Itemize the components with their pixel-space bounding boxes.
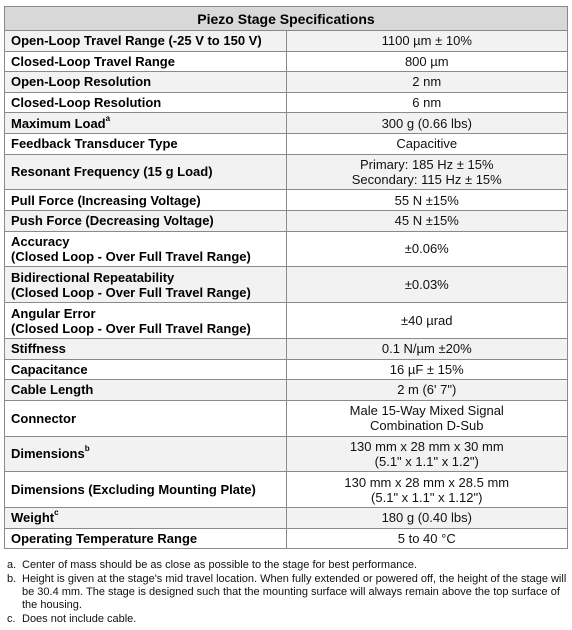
footnote bbox=[6, 613, 568, 626]
parameter-cell bbox=[5, 133, 287, 154]
value-text: 5 to 40 °C bbox=[397, 531, 456, 546]
footnote-letter: a. bbox=[7, 559, 17, 572]
value-text: 1100 µm ± 10% bbox=[381, 33, 472, 49]
value-text: 130 mm x 28 mm x 28.5 mm bbox=[344, 474, 510, 490]
parameter-label: Weight$^c$ bbox=[11, 508, 59, 526]
value-text: 6 nm bbox=[412, 95, 442, 111]
footnote-marker: a bbox=[105, 113, 111, 123]
table-row bbox=[5, 133, 568, 154]
value-cell bbox=[286, 359, 568, 380]
value-text: (5.1" x 1.1" x 1.2") bbox=[374, 453, 479, 469]
value-cell bbox=[286, 31, 568, 52]
value-cell bbox=[286, 436, 568, 472]
value-text: 55 N ±15% bbox=[394, 192, 459, 208]
value-cell bbox=[286, 92, 568, 113]
parameter-cell bbox=[5, 190, 287, 211]
parameter-cell bbox=[5, 210, 287, 231]
value-cell bbox=[286, 400, 568, 436]
parameter-label: Connector bbox=[11, 410, 76, 426]
footnote-marker: b bbox=[84, 444, 90, 454]
parameter-label: Dimensions$^b$ bbox=[11, 444, 90, 462]
value-cell bbox=[286, 51, 568, 72]
value-cell bbox=[286, 338, 568, 359]
value-text: Secondary: 115 Hz ± 15% bbox=[351, 171, 502, 187]
footnote-letter: b. bbox=[7, 573, 17, 586]
table-row bbox=[5, 210, 568, 231]
parameter-label: (Closed Loop - Over Full Travel Range) bbox=[11, 320, 251, 336]
table-row bbox=[5, 154, 568, 190]
parameter-cell bbox=[5, 267, 287, 303]
parameter-cell bbox=[5, 154, 287, 190]
table-row bbox=[5, 508, 568, 529]
parameter-label: Closed-Loop Resolution bbox=[11, 95, 162, 111]
parameter-cell bbox=[5, 72, 287, 93]
table-row bbox=[5, 528, 568, 549]
table-row bbox=[5, 303, 568, 339]
value-cell bbox=[286, 72, 568, 93]
parameter-label: Capacitance bbox=[11, 361, 88, 377]
value-text: 180 g (0.40 lbs) bbox=[381, 510, 472, 526]
table-row bbox=[5, 400, 568, 436]
parameter-cell bbox=[5, 31, 287, 52]
table-row bbox=[5, 92, 568, 113]
table-row bbox=[5, 472, 568, 508]
value-text: ±0.06% bbox=[404, 241, 449, 257]
parameter-label: Feedback Transducer Type bbox=[11, 136, 178, 152]
value-text: Capacitive bbox=[396, 136, 458, 152]
footnotes bbox=[4, 559, 568, 626]
value-cell bbox=[286, 472, 568, 508]
table-row bbox=[5, 190, 568, 211]
value-text: 0.1 N/µm ±20% bbox=[381, 341, 472, 357]
value-text: 45 N ±15% bbox=[394, 213, 459, 229]
footnote-letter: c. bbox=[7, 613, 16, 626]
parameter-label: Open-Loop Travel Range (-25 V to 150 V) bbox=[11, 33, 262, 49]
parameter-label: Operating Temperature Range bbox=[11, 531, 198, 546]
value-cell bbox=[286, 380, 568, 401]
footnote-marker: c bbox=[54, 508, 59, 518]
value-text: ±0.03% bbox=[404, 277, 449, 293]
footnote bbox=[6, 573, 568, 612]
table-row bbox=[5, 380, 568, 401]
parameter-label: Pull Force (Increasing Voltage) bbox=[11, 192, 201, 208]
parameter-cell bbox=[5, 338, 287, 359]
value-cell bbox=[286, 210, 568, 231]
parameter-label: Resonant Frequency (15 g Load) bbox=[11, 164, 213, 180]
parameter-cell bbox=[5, 359, 287, 380]
parameter-cell bbox=[5, 528, 287, 549]
parameter-label: Stiffness bbox=[11, 341, 66, 357]
footnote bbox=[6, 559, 568, 572]
value-text: ±40 µrad bbox=[401, 313, 453, 329]
specifications-body bbox=[5, 31, 568, 549]
table-row bbox=[5, 359, 568, 380]
value-cell bbox=[286, 133, 568, 154]
value-text: 2 m (6' 7") bbox=[397, 382, 457, 398]
parameter-label: Angular Error bbox=[11, 305, 96, 321]
value-text: 130 mm x 28 mm x 30 mm bbox=[349, 438, 504, 454]
value-cell bbox=[286, 190, 568, 211]
footnote-text: Height is given at the stage's mid travel location. When fully extended or powered off, the height of the stage will be 30.4 mm. The stage is designed such that the mounting surface will always remain above the top surface of the housing. bbox=[22, 573, 567, 612]
parameter-cell bbox=[5, 92, 287, 113]
parameter-label: Open-Loop Resolution bbox=[11, 74, 152, 90]
parameter-label: Bidirectional Repeatability bbox=[11, 269, 175, 285]
parameter-cell bbox=[5, 303, 287, 339]
table-row bbox=[5, 231, 568, 267]
value-text: 300 g (0.66 lbs) bbox=[381, 115, 472, 131]
value-text: 16 µF ± 15% bbox=[389, 361, 464, 377]
table-row bbox=[5, 51, 568, 72]
spec-sheet bbox=[4, 6, 568, 627]
parameter-label: Closed-Loop Travel Range bbox=[11, 53, 175, 69]
parameter-cell bbox=[5, 113, 287, 134]
parameter-label: (Closed Loop - Over Full Travel Range) bbox=[11, 248, 251, 264]
parameter-cell bbox=[5, 436, 287, 472]
parameter-label: (Closed Loop - Over Full Travel Range) bbox=[11, 284, 251, 300]
value-cell bbox=[286, 231, 568, 267]
value-cell bbox=[286, 267, 568, 303]
table-row bbox=[5, 31, 568, 52]
value-text: 800 µm bbox=[404, 53, 449, 69]
parameter-cell bbox=[5, 472, 287, 508]
parameter-cell bbox=[5, 51, 287, 72]
parameter-label: Dimensions (Excluding Mounting Plate) bbox=[11, 482, 256, 498]
value-text: Male 15-Way Mixed Signal bbox=[349, 403, 504, 419]
value-cell bbox=[286, 154, 568, 190]
table-row bbox=[5, 338, 568, 359]
value-cell bbox=[286, 303, 568, 339]
parameter-label: Push Force (Decreasing Voltage) bbox=[11, 213, 214, 229]
parameter-label: Maximum Load$^a$ bbox=[11, 113, 111, 131]
value-text: Combination D-Sub bbox=[370, 418, 484, 434]
value-text: (5.1" x 1.1" x 1.12") bbox=[371, 489, 483, 505]
value-text: 2 nm bbox=[412, 74, 442, 90]
value-cell bbox=[286, 113, 568, 134]
table-row bbox=[5, 267, 568, 303]
specifications-table bbox=[4, 6, 568, 549]
footnote-text: Center of mass should be as close as possible to the stage for best performance. bbox=[22, 559, 417, 572]
value-cell bbox=[286, 508, 568, 529]
footnote-text: Does not include cable. bbox=[22, 613, 137, 626]
parameter-cell bbox=[5, 400, 287, 436]
table-title: Piezo Stage Specifications bbox=[5, 7, 568, 31]
value-text: Primary: 185 Hz ± 15% bbox=[359, 156, 494, 172]
parameter-cell bbox=[5, 380, 287, 401]
table-row bbox=[5, 436, 568, 472]
parameter-cell bbox=[5, 231, 287, 267]
value-cell bbox=[286, 528, 568, 549]
parameter-cell bbox=[5, 508, 287, 529]
parameter-label: Accuracy bbox=[11, 233, 70, 249]
table-row bbox=[5, 72, 568, 93]
table-row bbox=[5, 113, 568, 134]
parameter-label: Cable Length bbox=[11, 382, 94, 398]
